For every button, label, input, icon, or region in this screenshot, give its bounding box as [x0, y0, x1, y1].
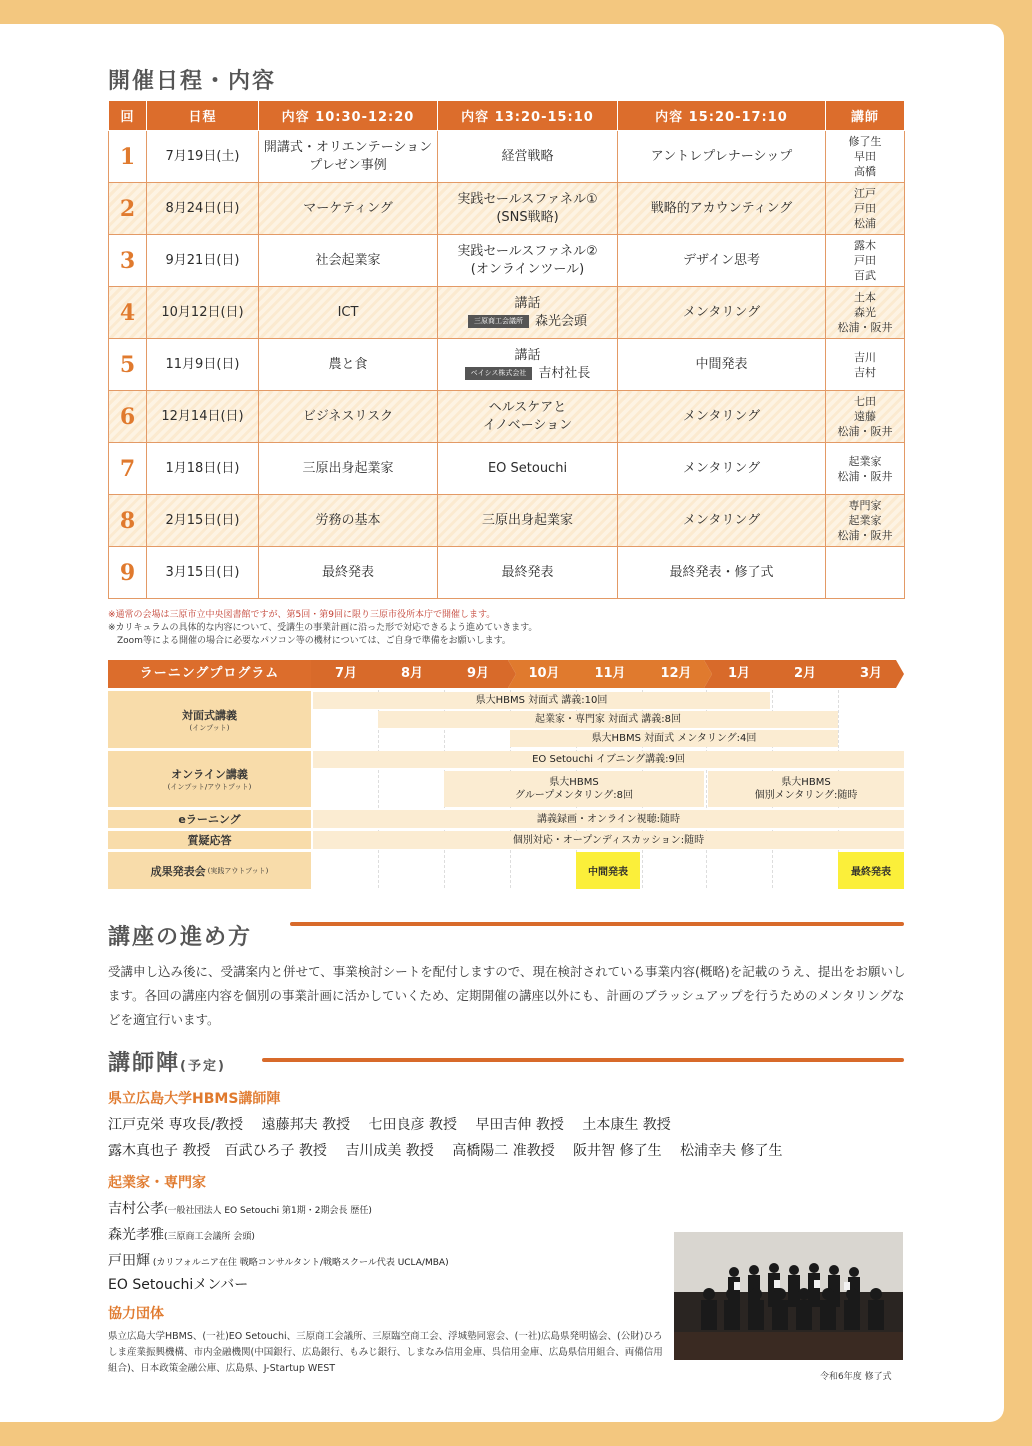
program-row-label [108, 852, 311, 889]
note-line: ※通常の会場は三原市立中央図書館ですが、第5回・第9回に限り三原市役所本庁で開催します。 [108, 610, 496, 620]
session-morning: 農と食 [259, 339, 438, 391]
midterm-highlight: 中間発表 [576, 852, 640, 889]
program-label: ラーニングプログラム [108, 660, 311, 688]
program-row-label [108, 691, 311, 748]
session-instructors: 江戸 戸田 松浦 [826, 183, 905, 235]
month-label: 1月 [727, 666, 751, 681]
session-number: 2 [109, 183, 147, 235]
col-header: 内容 13:20-15:10 [438, 101, 618, 131]
program-header [108, 660, 904, 688]
method-text: 受講申し込み後に、受講案内と併せて、事業検討シートを配付しますので、現在検討されている事業内容(概略)を記載のうえ、提出をお願いします。各回の講座内容を個別の事業計画に活かしていくため、定期開催の講座以外にも、計画のブラッシュアップを行うためのメンタリングなどを適宜行います。 [108, 964, 906, 1027]
month-label: 3月 [859, 666, 883, 681]
session-afternoon2: 最終発表・修了式 [618, 547, 826, 599]
expert-line [108, 1198, 372, 1218]
schedule-notes [108, 609, 537, 648]
expert-line [108, 1274, 248, 1294]
program-row-label [108, 751, 311, 807]
speaker-name: 森光会頭 [534, 313, 587, 329]
program-bar: 講義録画・オンライン視聴:随時 [313, 810, 904, 828]
month-label: 12月 [660, 666, 692, 681]
expert-line [108, 1250, 449, 1270]
expert-label: 起業家・専門家 [108, 1175, 206, 1191]
col-header: 日程 [147, 101, 259, 131]
session-afternoon2: 戦略的アカウンティング [618, 183, 826, 235]
month-label: 11月 [594, 666, 626, 681]
table-row [109, 339, 905, 391]
coop-label: 協力団体 [108, 1306, 164, 1322]
program-row-label [108, 810, 311, 828]
month-label: 2月 [793, 666, 817, 681]
speaker-org-tag: ベイシス株式会社 [465, 367, 533, 380]
col-header: 講師 [826, 101, 905, 131]
row-subtitle: (インプット/アウトプット) [167, 783, 252, 791]
method-title: 講座の進め方 [108, 925, 253, 950]
expert-note: (三原商工会議所 会頭) [164, 1232, 255, 1242]
hbms-faculty-line: 江戸克栄 専攻長/教授 遠藤邦夫 教授 七田良彦 教授 早田吉伸 教授 土本康生 教授 [108, 1117, 671, 1133]
faculty-title [108, 1046, 226, 1077]
session-date: 8月24日(日) [147, 183, 259, 235]
faculty-title-sub: (予定) [180, 1059, 226, 1074]
session-afternoon2: メンタリング [618, 391, 826, 443]
table-row [109, 287, 905, 339]
session-instructors: 修了生 早田 高橋 [826, 131, 905, 183]
session-instructors [826, 547, 905, 599]
hbms-label: 県立広島大学HBMS講師陣 [108, 1091, 281, 1107]
schedule-title: 開催日程・内容 [108, 69, 277, 94]
program-row-label [108, 831, 311, 849]
col-header: 内容 15:20-17:10 [618, 101, 826, 131]
program-bar: 起業家・専門家 対面式 講義:8回 [378, 711, 838, 728]
note-line: Zoom等による開催の場合に必要なパソコン等の機材については、ご自身で準備をお願いします。 [108, 636, 511, 646]
session-afternoon1 [438, 287, 618, 339]
table-row [109, 235, 905, 287]
session-afternoon2: メンタリング [618, 443, 826, 495]
expert-line [108, 1224, 255, 1244]
session-morning: 社会起業家 [259, 235, 438, 287]
session-number: 7 [109, 443, 147, 495]
table-row [109, 443, 905, 495]
row-subtitle: (実践アウトプット) [207, 866, 269, 875]
session-afternoon2: メンタリング [618, 287, 826, 339]
expert-note: (カリフォルニア在住 戦略コンサルタント/戦略スクール代表 UCLA/MBA) [150, 1258, 449, 1268]
session-number: 3 [109, 235, 147, 287]
section-rule [290, 922, 904, 926]
session-instructors: 専門家 起業家 松浦・阪井 [826, 495, 905, 547]
col-header: 回 [109, 101, 147, 131]
session-afternoon2: 中間発表 [618, 339, 826, 391]
schedule-header-row [109, 101, 905, 131]
faculty-title-text: 講師陣 [108, 1051, 181, 1076]
session-instructors: 起業家 松浦・阪井 [826, 443, 905, 495]
session-instructors: 吉川 吉村 [826, 339, 905, 391]
final-highlight: 最終発表 [838, 852, 904, 889]
session-afternoon1: 実践セールスファネル② (オンラインツール) [438, 235, 618, 287]
expert-name: 吉村公孝 [108, 1201, 164, 1217]
session-date: 3月15日(日) [147, 547, 259, 599]
note-line: ※カリキュラムの具体的な内容について、受講生の事業計画に沿った形で対応できるよう進めていきます。 [108, 623, 538, 633]
session-date: 10月12日(日) [147, 287, 259, 339]
expert-note: (一般社団法人 EO Setouchi 第1期・2期会長 歴任) [164, 1206, 372, 1216]
ceremony-photo [674, 1232, 903, 1360]
month-label: 10月 [528, 666, 560, 681]
session-afternoon1 [438, 339, 618, 391]
session-instructors: 七田 遠藤 松浦・阪井 [826, 391, 905, 443]
program-bar: 個別対応・オープンディスカッション:随時 [313, 831, 904, 849]
session-number: 4 [109, 287, 147, 339]
row-title: 対面式講義 [182, 708, 237, 722]
program-bar: 県大HBMS 対面式 講義:10回 [313, 692, 770, 709]
section-rule [262, 1058, 904, 1062]
session-number: 9 [109, 547, 147, 599]
row-title: 成果発表会 [150, 864, 206, 878]
month-label: 9月 [466, 666, 490, 681]
photo-caption: 令和6年度 修了式 [820, 1372, 892, 1382]
program-bar: 県大HBMS 個別メンタリング:随時 [708, 771, 904, 807]
month-label: 7月 [334, 666, 358, 681]
col-header: 内容 10:30-12:20 [259, 101, 438, 131]
session-morning: 労務の基本 [259, 495, 438, 547]
schedule-table [108, 100, 905, 599]
session-morning: マーケティング [259, 183, 438, 235]
program-bar: 県大HBMS 対面式 メンタリング:4回 [510, 730, 838, 747]
row-title: オンライン講義 [171, 768, 248, 781]
expert-name: 森光孝雅 [108, 1227, 164, 1243]
expert-name: EO Setouchiメンバー [108, 1277, 249, 1293]
session-afternoon1: 三原出身起業家 [438, 495, 618, 547]
session-afternoon2: アントレプレナーシップ [618, 131, 826, 183]
session-morning: ビジネスリスク [259, 391, 438, 443]
session-number: 5 [109, 339, 147, 391]
talk-title: 講話 [514, 295, 541, 311]
session-date: 7月19日(土) [147, 131, 259, 183]
session-morning: 三原出身起業家 [259, 443, 438, 495]
table-row [109, 547, 905, 599]
session-number: 6 [109, 391, 147, 443]
session-afternoon1: 最終発表 [438, 547, 618, 599]
talk-title: 講話 [514, 347, 541, 363]
session-afternoon1: 経営戦略 [438, 131, 618, 183]
speaker-org-tag: 三原商工会議所 [468, 315, 529, 328]
table-row [109, 391, 905, 443]
session-date: 2月15日(日) [147, 495, 259, 547]
session-morning: 開講式・オリエンテーション プレゼン事例 [259, 131, 438, 183]
row-title: 質疑応答 [187, 834, 232, 847]
program-bar: EO Setouchi イブニング講義:9回 [313, 751, 904, 768]
session-number: 8 [109, 495, 147, 547]
session-afternoon1: ヘルスケアと イノベーション [438, 391, 618, 443]
group-photo-illustration [674, 1232, 903, 1360]
session-date: 1月18日(日) [147, 443, 259, 495]
table-row [109, 183, 905, 235]
speaker-name: 吉村社長 [538, 365, 591, 381]
hbms-faculty-line: 露木真也子 教授 百武ひろ子 教授 吉川成美 教授 高橋陽二 准教授 阪井智 修了生 松浦幸夫 修了生 [108, 1143, 783, 1159]
row-title: eラーニング [178, 813, 241, 826]
session-morning: ICT [259, 287, 438, 339]
session-instructors: 露木 戸田 百武 [826, 235, 905, 287]
session-afternoon1: EO Setouchi [438, 443, 618, 495]
coop-text: 県立広島大学HBMS、(一社)EO Setouchi、三原商工会議所、三原臨空商工会、浮城塾同窓会、(一社)広島県発明協会、(公財)ひろしま産業振興機構、市内金融機関(中国銀行、広島銀行、もみじ銀行、しまなみ信用金庫、呉信用金庫、広島県信用組合、両備信用組合)、日本政策金融公庫、広島県、J-Startup WEST [108, 1331, 663, 1374]
session-date: 11月9日(日) [147, 339, 259, 391]
session-date: 9月21日(日) [147, 235, 259, 287]
session-number: 1 [109, 131, 147, 183]
program-bar: 県大HBMS グループメンタリング:8回 [444, 771, 704, 807]
session-afternoon2: デザイン思考 [618, 235, 826, 287]
session-instructors: 土本 森光 松浦・阪井 [826, 287, 905, 339]
session-afternoon1: 実践セールスファネル① (SNS戦略) [438, 183, 618, 235]
month-label: 8月 [400, 666, 424, 681]
table-row [109, 495, 905, 547]
session-afternoon2: メンタリング [618, 495, 826, 547]
session-morning: 最終発表 [259, 547, 438, 599]
session-date: 12月14日(日) [147, 391, 259, 443]
table-row [109, 131, 905, 183]
expert-name: 戸田輝 [108, 1253, 150, 1269]
row-subtitle: (インプット) [189, 723, 230, 732]
